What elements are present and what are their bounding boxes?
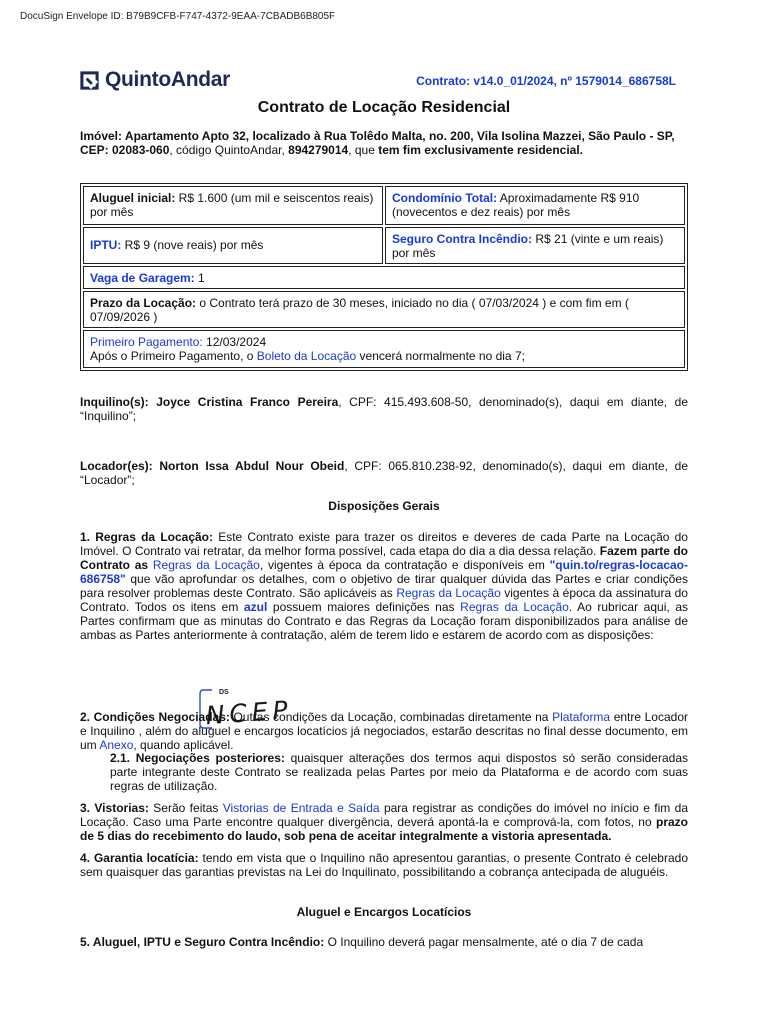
- inquilino-name: Inquilino(s): Joyce Cristina Franco Pereira: [80, 395, 339, 409]
- quintoandar-logo: [80, 68, 230, 92]
- iptu-label: IPTU:: [90, 238, 122, 252]
- initials-text: NCEP: [204, 695, 294, 730]
- clause-4: [80, 851, 688, 879]
- regras-link-2[interactable]: Regras da Locação: [396, 586, 501, 600]
- iptu-value: R$ 9 (nove reais) por mês: [121, 238, 264, 252]
- inquilino-rest: , CPF: 415.493.608-50, denominado(s), daqui em diante, de “Inquilino”;: [80, 395, 688, 423]
- clause-1-text: Este Contrato existe para trazer os direitos e deveres de cada Parte na Locação do Imóvel. O Contrato vai retratar, da melhor forma possível, cada etapa do dia a dia dessa relação.: [80, 530, 688, 558]
- docusign-envelope-id: DocuSign Envelope ID: B79B9CFB-F747-4372-9EAA-7CBADB6B805F: [20, 11, 336, 22]
- property-purpose: tem fim exclusivamente residencial.: [378, 143, 584, 157]
- clause-3-text-2: para registrar as condições do imóvel no início e fim da Locação. Caso uma Parte encontre qualquer divergência, deverá apontá-la e comprová-la, com fotos, no: [80, 801, 689, 829]
- locador-paragraph: [80, 459, 688, 487]
- clause-3-bold: prazo de 5 dias do recebimento do laudo, sob pena de aceitar integralmente a vistoria apresentada.: [80, 815, 688, 843]
- clause-2-1: [110, 751, 688, 793]
- pagamento-label: Primeiro Pagamento:: [90, 335, 203, 349]
- cell-aluguel: [83, 186, 383, 225]
- vistorias-link[interactable]: Vistorias de Entrada e Saída: [222, 801, 380, 815]
- clause-2-text: Outras condições da Locação, combinadas diretamente na: [229, 710, 553, 724]
- logo-text: QuintoAndar: [105, 68, 231, 91]
- cell-condominio: [385, 186, 685, 225]
- seguro-label: Seguro Contra Incêndio:: [392, 232, 533, 246]
- aluguel-value: R$ 1.600 (um mil e seiscentos reais) por mês: [90, 191, 374, 219]
- aluguel-label: Aluguel inicial:: [90, 191, 176, 205]
- clause-1-text-3: que vão aprofundar os detalhes, com o objetivo de tirar qualquer dúvida das Partes e criar condições para resolver problemas deste Contrato. São aplicáveis as: [80, 572, 688, 600]
- prazo-value: o Contrato terá prazo de 30 meses, iniciado no dia ( 07/03/2024 ) e com fim em ( 07/09/2026 ): [90, 296, 629, 324]
- page-title: Contrato de Locação Residencial: [257, 99, 511, 116]
- clause-5-text: O Inquilino deverá pagar mensalmente, até o dia 7 de cada: [324, 935, 644, 949]
- clause-2: [80, 710, 688, 752]
- cell-pagamento: [83, 330, 685, 368]
- clause-1-text-5: possuem maiores definições nas: [267, 600, 461, 614]
- heading-aluguel-encargos: Aluguel e Encargos Locatícios: [296, 905, 472, 919]
- cell-vaga: [83, 266, 685, 289]
- plataforma-link[interactable]: Plataforma: [552, 710, 611, 724]
- clause-2-1-title: 2.1. Negociações posteriores:: [110, 751, 285, 765]
- clause-5-title: 5. Aluguel, IPTU e Seguro Contra Incêndio:: [80, 935, 325, 949]
- inquilino-paragraph: [80, 395, 688, 423]
- clause-2-1-text: quaisquer alterações dos termos aqui dispostos só serão consideradas parte integrante deste Contrato se realizada pelas Partes por meio da Plataforma e de acordo com suas regras de utilização.: [110, 751, 688, 793]
- ds-label: DS: [219, 689, 229, 696]
- clause-3-text: Serão feitas: [148, 801, 223, 815]
- property-code: 894279014: [288, 143, 349, 157]
- clause-4-title: 4. Garantia locatícia:: [80, 851, 199, 865]
- clause-2-text-2: entre Locador e Inquilino , além do aluguel e encargos locatícios já negociados, estarão descritas no final desse documento, em um: [80, 710, 688, 752]
- condominio-value: Aproximadamente R$ 910 (novecentos e dez reais) por mês: [392, 191, 640, 219]
- property-that: , que: [348, 143, 379, 157]
- prazo-label: Prazo da Locação:: [90, 296, 197, 310]
- clause-1-text-2: , vigentes à época da contratação e disponíveis em: [259, 558, 550, 572]
- anexo-link[interactable]: Anexo: [99, 738, 134, 752]
- regras-link-3[interactable]: Regras da Locação: [460, 600, 569, 614]
- clause-1-bold: Fazem parte do Contrato as: [80, 544, 688, 572]
- pagamento-line2a: Após o Primeiro Pagamento, o: [90, 349, 257, 363]
- heading-disposicoes-gerais: Disposições Gerais: [328, 499, 440, 513]
- locador-name: Locador(es): Norton Issa Abdul Nour Obeid: [80, 459, 345, 473]
- quintoandar-logo-icon: [80, 71, 99, 90]
- clause-5: [80, 935, 688, 949]
- clause-3-title: 3. Vistorias:: [80, 801, 149, 815]
- regras-link-1[interactable]: Regras da Locação: [152, 558, 260, 572]
- property-address: Imóvel: Apartamento Apto 32, localizado à Rua Tolêdo Malta, no. 200, Vila Isolina Mazzei, São Paulo - SP, CEP: 02083-060: [80, 129, 675, 157]
- contract-id: Contrato: v14.0_01/2024, nº 1579014_686758L: [416, 74, 676, 88]
- clause-3: [80, 801, 688, 843]
- property-description: [80, 129, 688, 157]
- cell-seguro: [385, 227, 685, 264]
- clause-4-text: tendo em vista que o Inquilino não apresentou garantias, o presente Contrato é celebrado sem quaisquer das garantias previstas na Lei do Inquilinato, possibilitando a cobrança antecipada de aluguéis.: [80, 851, 688, 879]
- cell-iptu: [83, 227, 383, 264]
- clause-1-text-6: . Ao rubricar aqui, as Partes confirmam que as minutas do Contrato e das Regras da Locação foram disponibilizados para análise de ambas as Partes anteriormente à contratação, além de terem lido e estarem de acordo com as disposições:: [80, 600, 688, 642]
- clause-1: [80, 530, 688, 642]
- azul-word: azul: [243, 600, 268, 614]
- regras-url[interactable]: "quin.to/regras-locacao-686758": [80, 558, 688, 586]
- pagamento-value: 12/03/2024: [202, 335, 267, 349]
- seguro-value: R$ 21 (vinte e um reais) por mês: [392, 232, 664, 260]
- clause-1-title: 1. Regras da Locação:: [80, 530, 213, 544]
- locador-rest: , CPF: 065.810.238-92, denominado(s), daqui em diante, de “Locador”;: [80, 459, 688, 487]
- pagamento-line2b: vencerá normalmente no dia 7;: [356, 349, 525, 363]
- clause-1-text-4: vigentes à época da assinatura do Contrato. Todos os itens em: [80, 586, 688, 614]
- clause-2-title: 2. Condições Negociadas:: [80, 710, 230, 724]
- vaga-label: Vaga de Garagem:: [90, 271, 195, 285]
- cell-prazo: [83, 291, 685, 328]
- condominio-label: Condomínio Total:: [392, 191, 498, 205]
- property-code-text: , código QuintoAndar,: [169, 143, 289, 157]
- boleto-link[interactable]: Boleto da Locação: [256, 349, 357, 363]
- clause-2-text-3: , quando aplicável.: [133, 738, 234, 752]
- vaga-value: 1: [194, 271, 205, 285]
